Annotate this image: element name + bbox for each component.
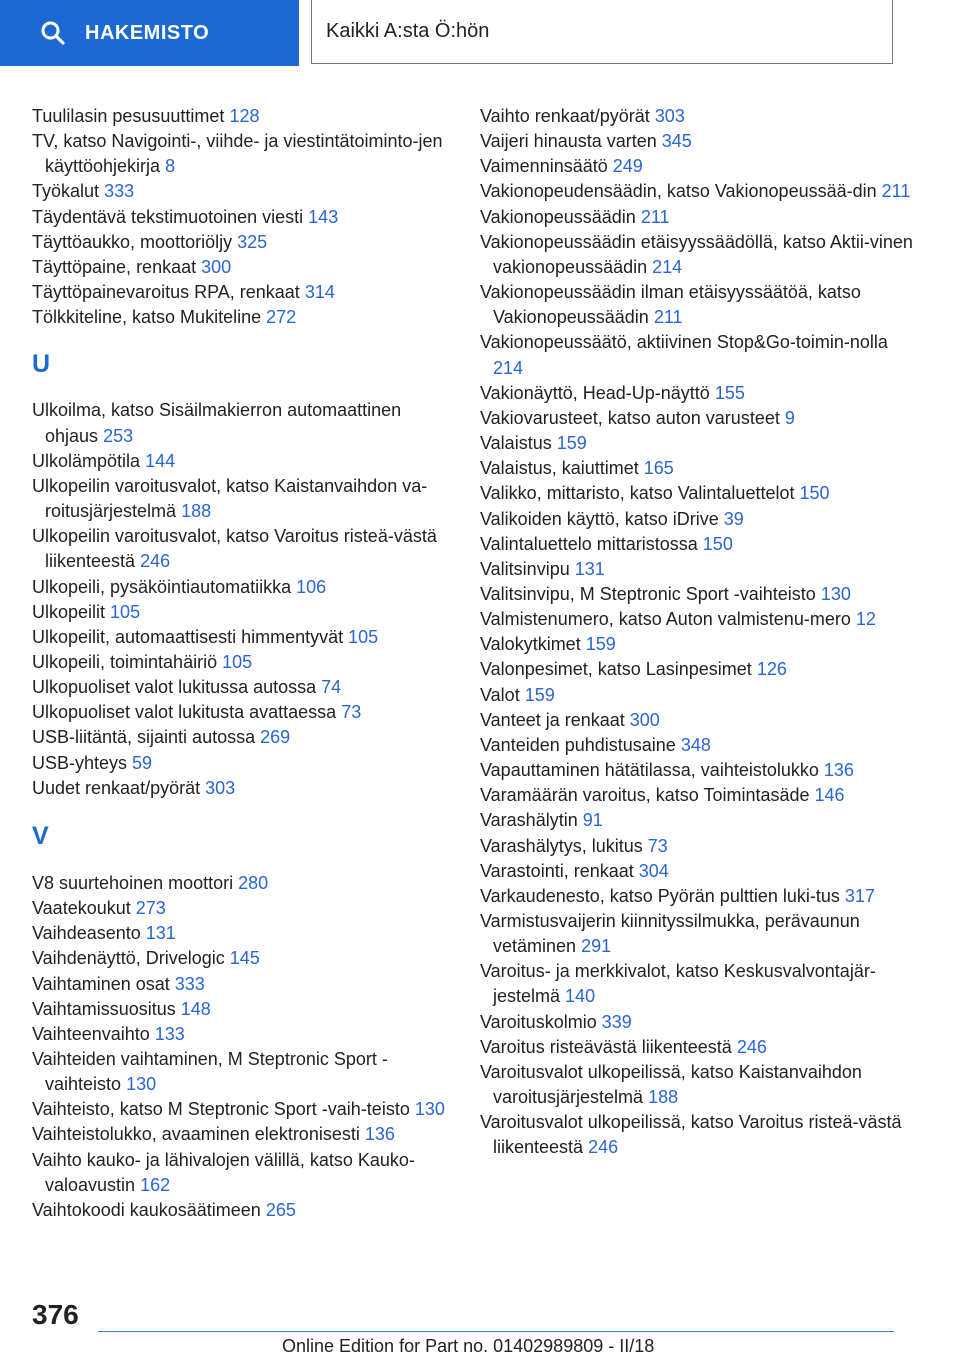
index-column-right (480, 104, 920, 1161)
index-group-t (32, 104, 457, 330)
page-reference-link[interactable]: 130 (126, 1074, 157, 1095)
index-entry-text: V8 suurtehoinen moottori (32, 872, 234, 893)
index-entry (480, 708, 920, 733)
page-reference-link[interactable]: 106 (296, 576, 327, 597)
index-entry-text: Täyttöpainevaroitus RPA, renkaat (32, 282, 300, 303)
index-entry (32, 230, 457, 255)
index-entry (480, 179, 920, 204)
page-number: 376 (32, 1299, 79, 1330)
page-reference-link[interactable]: 253 (103, 425, 134, 446)
index-entry (480, 481, 920, 506)
index-entry (480, 456, 920, 481)
index-entry (480, 230, 920, 280)
index-entry-text: Valikko, mittaristo, katso Valintaluettelot (480, 483, 795, 504)
index-entry-text: Vapauttaminen hätätilassa, vaihteistolukko (480, 760, 819, 781)
page-reference-link[interactable]: 39 (723, 508, 744, 529)
index-entry (32, 305, 457, 330)
index-entry (480, 783, 920, 808)
index-entry (32, 1022, 457, 1047)
footer-divider (98, 1331, 894, 1332)
index-entry (480, 507, 920, 532)
index-entry-text: Valintaluettelo mittaristossa (480, 533, 698, 554)
index-entry-text: Vaihtokoodi kaukosäätimeen (32, 1199, 261, 1220)
page-reference-link[interactable]: 246 (588, 1137, 619, 1158)
page-reference-link[interactable]: 272 (266, 307, 297, 328)
index-entry (480, 632, 920, 657)
section-heading-u: U (32, 350, 51, 379)
index-entry (32, 871, 457, 896)
hakemisto-label: HAKEMISTO (85, 21, 210, 44)
index-entry-text: Vakionopeussäädin (480, 206, 636, 227)
page-reference-link[interactable]: 291 (581, 936, 612, 957)
index-entry (32, 179, 457, 204)
index-entry (480, 406, 920, 431)
page-reference-link[interactable]: 8 (165, 156, 176, 177)
index-entry-text: Vaihtamissuositus (32, 998, 176, 1019)
index-entry-text: Vanteiden puhdistusaine (480, 734, 676, 755)
page-reference-link[interactable]: 128 (229, 106, 260, 126)
page-reference-link[interactable]: 12 (855, 609, 876, 630)
page-reference-link[interactable]: 150 (799, 483, 830, 504)
page-reference-link[interactable]: 136 (823, 760, 854, 781)
page-reference-link[interactable]: 59 (132, 752, 153, 773)
index-entry-text: Varamäärän varoitus, katso Toimintasäde (480, 785, 810, 806)
index-entry-text: USB-liitäntä, sijainti autossa (32, 727, 256, 748)
page-reference-link[interactable]: 140 (565, 986, 596, 1007)
index-entry-text: Vaihtaminen osat (32, 973, 170, 994)
index-entry-text: Varoitusvalot ulkopeilissä, katso Kaistanvaihdon varoitusjärjestelmä (480, 1061, 862, 1108)
index-entry-text: Valitsinvipu, M Steptronic Sport -vaihteisto (480, 583, 816, 604)
page-reference-link[interactable]: 130 (414, 1099, 445, 1120)
index-entry (32, 725, 457, 750)
section-heading-v: V (32, 821, 49, 850)
index-entry-text: Vaatekoukut (32, 898, 131, 919)
page-reference-link[interactable]: 188 (648, 1087, 679, 1108)
index-entry-text: Ulkopeilin varoitusvalot, katso Kaistanvaihdon va-roitusjärjestelmä (32, 475, 428, 522)
page-reference-link[interactable]: 246 (736, 1036, 767, 1057)
page-reference-link[interactable]: 303 (205, 777, 236, 798)
index-entry-text: Vaihteiden vaihtaminen, M Steptronic Sport -vaihteisto (32, 1049, 388, 1095)
page-reference-link[interactable]: 105 (110, 601, 141, 622)
index-entry (32, 751, 457, 776)
index-entry (32, 972, 457, 997)
index-entry-text: Ulkopeilit, automaattisesti himmentyvät (32, 626, 344, 647)
index-entry-text: Ulkopuoliset valot lukitusta avattaessa (32, 702, 337, 723)
search-icon (40, 20, 66, 46)
index-entry-text: Varkaudenesto, katso Pyörän pulttien luki-tus (480, 885, 840, 906)
page-reference-link[interactable]: 333 (174, 973, 205, 994)
index-entry (480, 129, 920, 154)
page-reference-link[interactable]: 143 (308, 206, 339, 227)
index-entry-text: Vakionäyttö, Head-Up-näyttö (480, 382, 710, 403)
index-entry-text: Uudet renkaat/pyörät (32, 777, 201, 798)
page-reference-link[interactable]: 325 (237, 231, 268, 252)
index-entry-text: Vanteet ja renkaat (480, 709, 625, 730)
index-entry-text: Täydentävä tekstimuotoinen viesti (32, 206, 304, 227)
page-reference-link[interactable]: 300 (201, 256, 232, 277)
index-entry-text: Ulkopeili, toimintahäiriö (32, 651, 218, 672)
index-entry (480, 104, 920, 129)
index-entry-text: Valaistus, kaiuttimet (480, 458, 639, 479)
index-entry (480, 959, 920, 1009)
page-reference-link[interactable]: 211 (653, 307, 683, 328)
index-entry (32, 700, 457, 725)
page-reference-link[interactable]: 155 (714, 382, 745, 403)
index-entry-text: Valot (480, 684, 520, 705)
index-entry-text: Valaistus (480, 433, 552, 454)
index-entry-text: Varoituskolmio (480, 1011, 597, 1032)
index-entry-text: Vakionopeussäädin ilman etäisyyssäätöä, katso Vakionopeussäädin (480, 282, 861, 328)
index-entry-text: Vaimenninsäätö (480, 156, 608, 177)
index-entry-text: Valmistenumero, katso Auton valmistenu-mero (480, 609, 851, 630)
index-entry-text: Ulkoilma, katso Sisäilmakierron automaattinen ohjaus (32, 400, 402, 446)
index-entry (480, 1035, 920, 1060)
index-entry (32, 449, 457, 474)
index-entry-text: Vakionopeussäätö, aktiivinen Stop&Go-toimin-nolla (480, 332, 888, 353)
page-reference-link[interactable]: 159 (556, 433, 587, 454)
page-reference-link[interactable]: 339 (601, 1011, 632, 1032)
index-column-left (32, 104, 457, 1223)
index-entry-text: Vaihteenvaihto (32, 1023, 150, 1044)
hakemisto-button[interactable] (0, 0, 299, 66)
index-entry-text: Vakiovarusteet, katso auton varusteet (480, 407, 780, 428)
page-reference-link[interactable]: 269 (260, 727, 291, 748)
page-reference-link[interactable]: 211 (881, 181, 911, 202)
index-entry (480, 582, 920, 607)
index-entry (480, 683, 920, 708)
page-reference-link[interactable]: 162 (140, 1174, 171, 1195)
index-entry (32, 675, 457, 700)
page-reference-link[interactable]: 214 (652, 256, 683, 277)
index-group-v (32, 871, 457, 1223)
index-entry (480, 1110, 920, 1160)
index-entry-text: Varoitusvalot ulkopeilissä, katso Varoitus risteä-västä liikenteestä (480, 1112, 902, 1158)
index-entry-text: Varashälytys, lukitus (480, 835, 643, 856)
index-entry-text: Ulkolämpötila (32, 450, 141, 471)
index-entry (32, 205, 457, 230)
index-entry (480, 657, 920, 682)
index-entry (480, 557, 920, 582)
index-entry-text: Varastointi, renkaat (480, 860, 634, 881)
index-entry (480, 607, 920, 632)
page-reference-link[interactable]: 131 (145, 923, 176, 944)
index-entry-text: TV, katso Navigointi-, viihde- ja viestintätoiminto-jen käyttöohjekirja (32, 131, 443, 177)
index-entry (480, 431, 920, 456)
page-reference-link[interactable]: 150 (702, 533, 733, 554)
page-reference-link[interactable]: 105 (222, 651, 253, 672)
page-reference-link[interactable]: 273 (135, 898, 166, 919)
index-entry (480, 834, 920, 859)
index-entry-text: Täyttöaukko, moottoriöljy (32, 231, 233, 252)
index-entry-text: Valikoiden käyttö, katso iDrive (480, 508, 719, 529)
index-entry (32, 129, 457, 179)
page-reference-link[interactable]: 304 (638, 860, 669, 881)
index-entry-text: Vaihteistolukko, avaaminen elektronisesti (32, 1124, 360, 1145)
page-reference-link[interactable]: 145 (229, 948, 260, 969)
index-entry (32, 1148, 457, 1198)
index-group-v-continued (480, 104, 920, 1161)
index-entry (32, 104, 457, 129)
page-reference-link[interactable]: 246 (140, 551, 171, 572)
index-entry (480, 1010, 920, 1035)
page-reference-link[interactable]: 300 (629, 709, 660, 730)
index-entry-text: USB-yhteys (32, 752, 128, 773)
index-entry (480, 381, 920, 406)
page-reference-link[interactable]: 126 (756, 659, 787, 680)
index-entry (480, 733, 920, 758)
index-entry-text: Vaihteisto, katso M Steptronic Sport -vaih-teisto (32, 1099, 410, 1120)
index-entry (480, 154, 920, 179)
index-entry-text: Ulkopeili, pysäköintiautomatiikka (32, 576, 292, 597)
kaikki-label: Kaikki A:sta Ö:hön (326, 20, 490, 42)
footer-edition-text: Online Edition for Part no. 01402989809 - II/18 (282, 1336, 655, 1356)
index-entry-text: Vaihdeasento (32, 923, 141, 944)
index-entry (32, 1122, 457, 1147)
index-entry-text: Vakionopeussäädin etäisyyssäädöllä, katso Aktii-vinen vakionopeussäädin (480, 231, 913, 277)
index-entry (32, 398, 457, 448)
index-entry-text: Varoitus risteävästä liikenteestä (480, 1036, 732, 1057)
page-reference-link[interactable]: 214 (493, 357, 524, 378)
index-entry (480, 330, 920, 380)
page-reference-link[interactable]: 188 (181, 501, 212, 522)
index-entry-text: Tuulilasin pesusuuttimet (32, 106, 225, 126)
index-entry-text: Täyttöpaine, renkaat (32, 256, 197, 277)
index-entry (32, 1198, 457, 1223)
page-reference-link[interactable]: 73 (647, 835, 668, 856)
index-entry (480, 280, 920, 330)
index-entry-text: Valokytkimet (480, 634, 581, 655)
index-entry (32, 997, 457, 1022)
index-entry-text: Ulkopeilit (32, 601, 106, 622)
page-reference-link[interactable]: 146 (814, 785, 845, 806)
index-entry-text: Varoitus- ja merkkivalot, katso Keskusvalvontajär-jestelmä (480, 961, 876, 1007)
page-reference-link[interactable]: 303 (654, 106, 685, 126)
index-entry (480, 909, 920, 959)
index-entry (32, 280, 457, 305)
index-entry (32, 1047, 457, 1097)
page-reference-link[interactable]: 317 (844, 885, 875, 906)
index-entry-text: Vaihto renkaat/pyörät (480, 106, 650, 126)
page-reference-link[interactable]: 130 (820, 583, 851, 604)
index-entry (32, 650, 457, 675)
index-entry (32, 575, 457, 600)
index-entry (32, 524, 457, 574)
index-entry (32, 1097, 457, 1122)
index-entry-text: Vaijeri hinausta varten (480, 131, 657, 152)
index-entry-text: Tölkkiteline, katso Mukiteline (32, 307, 262, 328)
page-reference-link[interactable]: 348 (680, 734, 711, 755)
index-entry (480, 859, 920, 884)
index-entry-text: Varashälytin (480, 810, 578, 831)
index-entry (32, 921, 457, 946)
index-entry-text: Valitsinvipu (480, 558, 570, 579)
index-entry (32, 474, 457, 524)
index-group-u (32, 398, 457, 801)
index-entry (480, 1060, 920, 1110)
page-reference-link[interactable]: 73 (341, 702, 362, 723)
index-entry (32, 600, 457, 625)
index-entry-text: Valonpesimet, katso Lasinpesimet (480, 659, 752, 680)
page-reference-link[interactable]: 345 (661, 131, 692, 152)
index-entry-text: Vakionopeudensäädin, katso Vakionopeussää-din (480, 181, 877, 202)
page-reference-link[interactable]: 74 (321, 677, 342, 698)
page-reference-link[interactable]: 9 (784, 407, 795, 428)
page-reference-link[interactable]: 314 (304, 282, 335, 303)
page-reference-link[interactable]: 105 (348, 626, 379, 647)
page-reference-link[interactable]: 265 (265, 1199, 296, 1220)
page-reference-link[interactable]: 136 (364, 1124, 395, 1145)
page-reference-link[interactable]: 211 (640, 206, 670, 227)
page-reference-link[interactable]: 249 (612, 156, 643, 177)
index-entry (480, 205, 920, 230)
page-reference-link[interactable]: 165 (643, 458, 674, 479)
page-reference-link[interactable]: 333 (104, 181, 135, 202)
page-reference-link[interactable]: 133 (154, 1023, 185, 1044)
index-entry (480, 884, 920, 909)
index-entry-text: Vaihdenäyttö, Drivelogic (32, 948, 225, 969)
index-entry (480, 758, 920, 783)
kaikki-a-o-tab[interactable] (311, 0, 893, 64)
index-entry (32, 776, 457, 801)
index-entry (32, 255, 457, 280)
page-reference-link[interactable]: 159 (524, 684, 555, 705)
index-entry (32, 946, 457, 971)
page-reference-link[interactable]: 131 (574, 558, 605, 579)
page-reference-link[interactable]: 91 (582, 810, 603, 831)
page-reference-link[interactable]: 159 (585, 634, 616, 655)
index-entry-text: Ulkopuoliset valot lukitussa autossa (32, 677, 317, 698)
index-entry (480, 532, 920, 557)
page-reference-link[interactable]: 144 (145, 450, 176, 471)
index-entry-text: Ulkopeilin varoitusvalot, katso Varoitus risteä-västä liikenteestä (32, 526, 437, 572)
top-navigation-bar (0, 0, 960, 66)
index-entry-text: Työkalut (32, 181, 100, 202)
page-reference-link[interactable]: 280 (238, 872, 269, 893)
index-entry-text: Varmistusvaijerin kiinnityssilmukka, perävaunun vetäminen (480, 911, 860, 957)
index-entry (480, 808, 920, 833)
page-reference-link[interactable]: 148 (180, 998, 211, 1019)
index-entry (32, 896, 457, 921)
index-entry (32, 625, 457, 650)
index-entry-text: Vaihto kauko- ja lähivalojen välillä, katso Kauko-valoavustin (32, 1149, 415, 1195)
